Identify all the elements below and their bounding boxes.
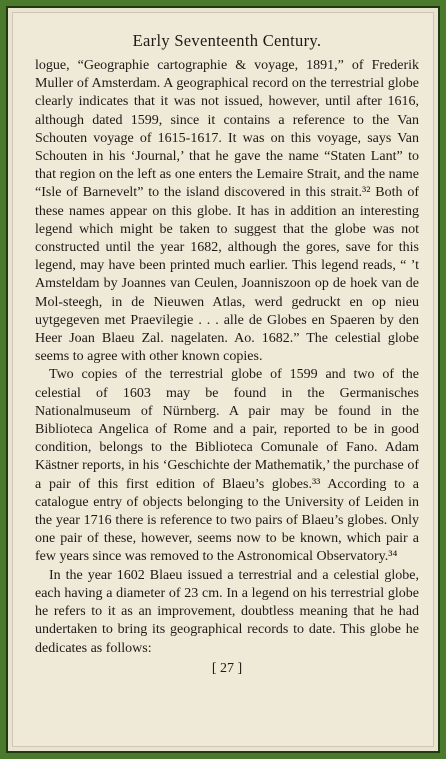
paragraph-1: logue, “Geographie cartographie & voyage, 1891,” of Frederik Muller of Amsterdam. A geographical record on the terrestrial globe clearly indicates that it was not issued, however, until after 1616, although dated 1599, since it contains a reference to the Van Schouten voyage of 1615-1617. It was on this voyage, says Van Schouten in his ‘Journal,’ that he gave the name “Staten Lant” to that region on the left as one enters the Lemaire Strait, and the name “Isle of Barnevelt” to the island discovered in this strait.³² Both of these names appear on this globe. It has in addition an interesting legend which might be taken to suggest that the globe was not constructed until the year 1682, although the gores, save for this legend, may have been printed much earlier. This legend reads, “ ’t Amsteldam by Joannes van Ceulen, Joanniszoon op de hoek van de Mol-steegh, in de Nieuwen Atlas, werd gedruckt en op nieu uytgegeven met Praevilegie . . . alle de Globes en Spaeren by den Heer Joan Blaeu Zal. nagelaten. Ao. 1682.” The celestial globe seems to agree with other known copies. [35,58,419,365]
page-number: [ 27 ] [211,660,243,676]
paragraph-2: Two copies of the terrestrial globe of 1599 and two of the celestial of 1603 may be found in the Germanisches Nationalmuseum of Nürnberg. A pair may be found in the Biblioteca Angelica of Rome and a pair, reported to be in good condition, belongs to the Biblioteca Comunale of Fano. Adam Kästner reports, in his ‘Geschichte der Mathematik,’ the purchase of a pair of this first edition of Blaeu’s globes.³³ According to a catalogue entry of objects belonging to the University of Leiden in the year 1716 there is reference to two pairs of Blaeu’s globes. Only one pair of these, however, seems now to be known, which pair a few years since was removed to the Astronomical Observatory.³⁴ [35,367,419,565]
book-page [12,12,434,747]
body-text [35,57,419,658]
running-head: Early Seventeenth Century. [132,31,322,50]
paragraph-3: In the year 1602 Blaeu issued a terrestrial and a celestial globe, each having a diameter of 23 cm. In a legend on his terrestrial globe he refers to it as an improvement, doubtless meaning that he had undertaken to bring its geographical records to date. This globe he dedicates as follows: [35,567,419,656]
